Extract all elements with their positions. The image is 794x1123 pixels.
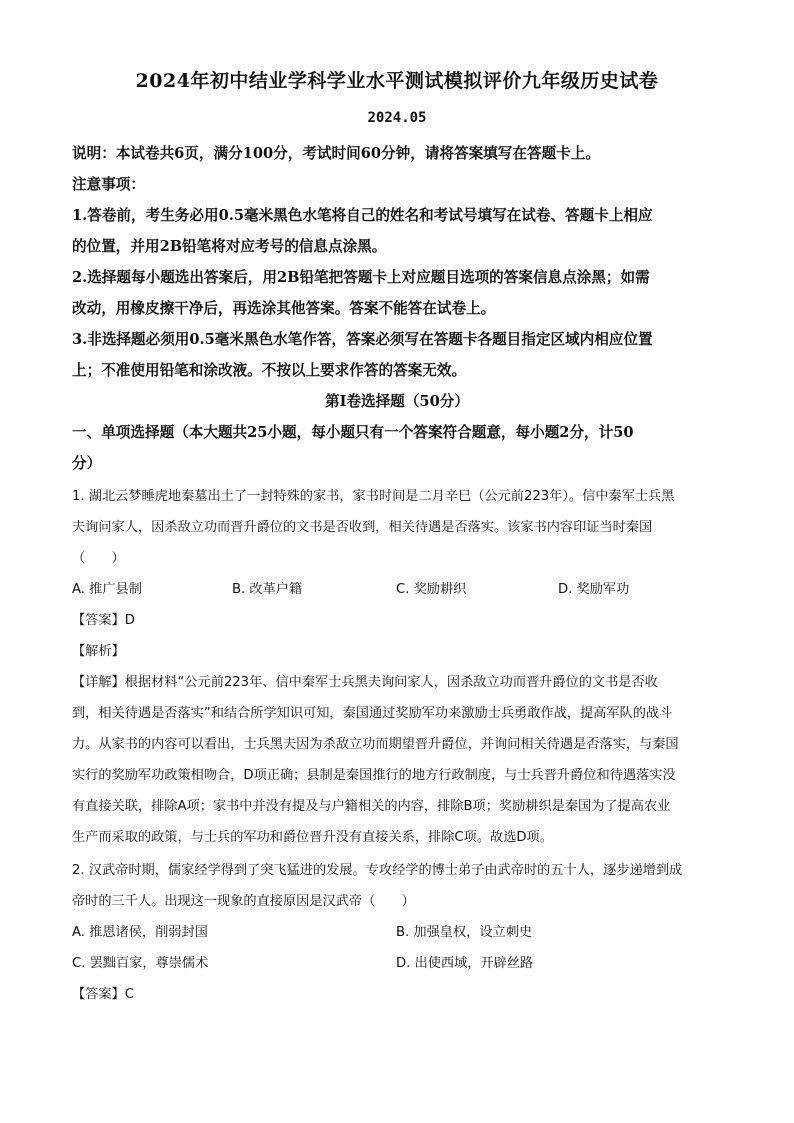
q1-option-d: D. 奖励军功: [558, 582, 630, 597]
exam-date: 2024.05: [367, 110, 427, 126]
q2-option-d: D. 出使西域，开辟丝路: [396, 956, 534, 971]
q1-option-c: C. 奖励耕织: [396, 582, 467, 597]
q1-stem-line-1: 1. 湖北云梦睡虎地秦墓出土了一封特殊的家书，家书时间是二月辛巳（公元前223年）。信中秦军士兵黑: [72, 489, 675, 504]
instruction-1-line-2: 的位置，并用2B铅笔将对应考号的信息点涂黑。: [72, 238, 387, 255]
q1-stem-line-3: （ ）: [72, 551, 125, 566]
q1-answer: 【答案】D: [72, 613, 135, 628]
instruction-3-line-2: 上；不准使用铅笔和涂改液。不按以上要求作答的答案无效。: [72, 362, 467, 379]
attention-title: 注意事项：: [72, 176, 145, 193]
q2-answer: 【答案】C: [72, 987, 134, 1002]
q1-detail-line-6: 生产而采取的政策，与士兵的军功和爵位晋升没有直接关系，排除C项。故选D项。: [72, 830, 553, 845]
exam-title: 2024年初中结业学科学业水平测试模拟评价九年级历史试卷: [135, 70, 659, 92]
q2-option-c: C. 罢黜百家，尊崇儒术: [72, 956, 209, 971]
instruction-2-line-2: 改动，用橡皮擦干净后，再选涂其他答案。答案不能答在试卷上。: [72, 300, 496, 317]
exam-note: 说明：本试卷共6页，满分100分，考试时间60分钟，请将答案填写在答题卡上。: [72, 145, 600, 162]
q1-detail-line-3: 力。从家书的内容可以看出，士兵黑夫因为杀敌立功而期望晋升爵位，并询问相关待遇是否落实，与秦国: [72, 737, 679, 752]
instruction-2-line-1: 2.选择题每小题选出答案后，用2B铅笔把答题卡上对应题目选项的答案信息点涂黑；如需: [72, 269, 650, 286]
q1-option-a: A. 推广县制: [72, 582, 142, 597]
q2-option-b: B. 加强皇权，设立刺史: [396, 925, 533, 940]
q1-detail-line-1: 【详解】根据材料“公元前223年、信中秦军士兵黑夫询问家人，因杀敌立功而晋升爵位的文书是否收: [72, 675, 658, 690]
q1-detail-line-2: 到，相关待遇是否落实”和结合所学知识可知，秦国通过奖励军功来激励士兵勇敢作战，提高军队的战斗: [72, 706, 673, 721]
q2-option-a: A. 推恩诸侯，削弱封国: [72, 925, 208, 940]
section-heading-line-2: 分）: [72, 455, 102, 472]
q2-stem-line-2: 帝时的三千人。出现这一现象的直接原因是汉武帝（ ）: [72, 894, 415, 909]
section-heading-line-1: 一、单项选择题（本大题共25小题，每小题只有一个答案符合题意，每小题2分，计50: [72, 424, 634, 441]
instruction-3-line-1: 3.非选择题必须用0.5毫米黑色水笔作答，答案必须写在答题卡各题目指定区域内相应位置: [72, 331, 653, 348]
q1-detail-line-4: 实行的奖励军功政策相吻合，D项正确；县制是秦国推行的地方行政制度，与士兵晋升爵位和待遇落实没: [72, 768, 676, 783]
q1-option-b: B. 改革户籍: [232, 582, 303, 597]
q1-stem-line-2: 夫询问家人，因杀敌立功而晋升爵位的文书是否收到，相关待遇是否落实。该家书内容印证当时秦国: [72, 520, 653, 535]
q2-stem-line-1: 2. 汉武帝时期，儒家经学得到了突飞猛进的发展。专攻经学的博士弟子由武帝时的五十人，逐步递增到成: [72, 863, 683, 878]
q1-analysis-label: 【解析】: [72, 644, 125, 659]
section-title: 第Ⅰ卷选择题（50分）: [325, 393, 469, 410]
q1-detail-line-5: 有直接关联，排除A项；家书中并没有提及与户籍相关的内容，排除B项；奖励耕织是秦国为了提高农业: [72, 799, 671, 814]
instruction-1-line-1: 1.答卷前，考生务必用0.5毫米黑色水笔将自己的姓名和考试号填写在试卷、答题卡上相应: [72, 207, 653, 224]
